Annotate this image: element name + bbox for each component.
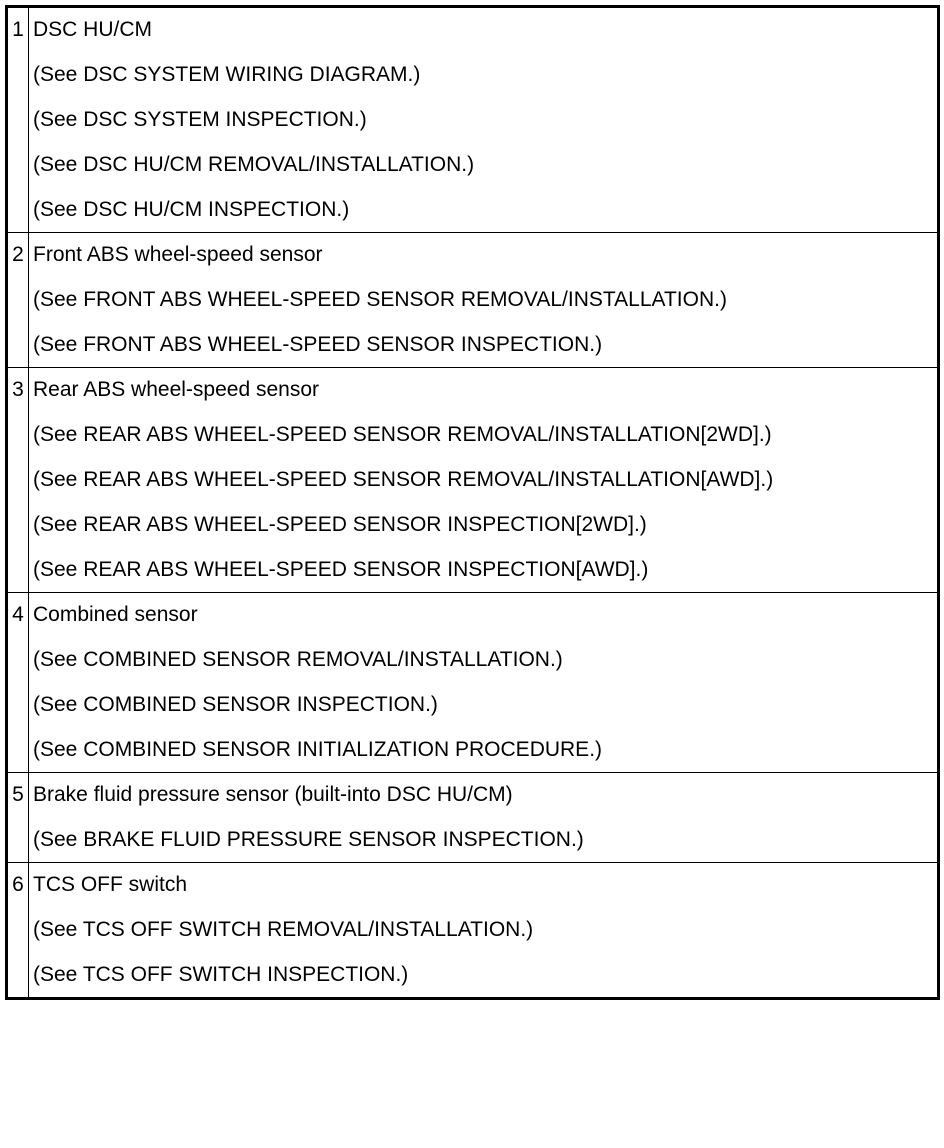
reference-link[interactable]: (See REAR ABS WHEEL-SPEED SENSOR INSPECTION[AWD].) xyxy=(33,558,649,581)
reference-link[interactable]: (See TCS OFF SWITCH INSPECTION.) xyxy=(33,963,409,986)
row-content xyxy=(29,593,939,773)
component-reference-table xyxy=(5,5,940,1000)
component-title: Brake fluid pressure sensor (built-into DSC HU/CM) xyxy=(33,783,513,806)
reference-link[interactable]: (See COMBINED SENSOR INSPECTION.) xyxy=(33,693,438,716)
component-title: DSC HU/CM xyxy=(33,18,152,41)
table-row xyxy=(7,593,939,773)
reference-link[interactable]: (See DSC SYSTEM INSPECTION.) xyxy=(33,108,367,131)
component-title: TCS OFF switch xyxy=(33,873,188,896)
row-number: 6 xyxy=(7,863,29,999)
reference-link[interactable]: (See COMBINED SENSOR REMOVAL/INSTALLATION.) xyxy=(33,648,563,671)
reference-link[interactable]: (See REAR ABS WHEEL-SPEED SENSOR INSPECTION[2WD].) xyxy=(33,513,647,536)
reference-link[interactable]: (See COMBINED SENSOR INITIALIZATION PROCEDURE.) xyxy=(33,738,603,761)
reference-link[interactable]: (See FRONT ABS WHEEL-SPEED SENSOR INSPECTION.) xyxy=(33,333,603,356)
component-title: Rear ABS wheel-speed sensor xyxy=(33,378,319,401)
row-number: 1 xyxy=(7,7,29,233)
component-title: Combined sensor xyxy=(33,603,198,626)
row-content xyxy=(29,233,939,368)
reference-link[interactable]: (See DSC HU/CM INSPECTION.) xyxy=(33,198,350,221)
row-content xyxy=(29,773,939,863)
table-row xyxy=(7,7,939,233)
row-content xyxy=(29,7,939,233)
table-row xyxy=(7,233,939,368)
reference-link[interactable]: (See FRONT ABS WHEEL-SPEED SENSOR REMOVAL/INSTALLATION.) xyxy=(33,288,727,311)
row-number: 3 xyxy=(7,368,29,593)
row-number: 5 xyxy=(7,773,29,863)
table-row xyxy=(7,368,939,593)
reference-link[interactable]: (See DSC SYSTEM WIRING DIAGRAM.) xyxy=(33,63,421,86)
reference-link[interactable]: (See BRAKE FLUID PRESSURE SENSOR INSPECTION.) xyxy=(33,828,584,851)
row-content xyxy=(29,368,939,593)
table-row xyxy=(7,773,939,863)
table-row xyxy=(7,863,939,999)
row-number: 2 xyxy=(7,233,29,368)
reference-link[interactable]: (See REAR ABS WHEEL-SPEED SENSOR REMOVAL/INSTALLATION[2WD].) xyxy=(33,423,772,446)
reference-link[interactable]: (See TCS OFF SWITCH REMOVAL/INSTALLATION.) xyxy=(33,918,534,941)
row-content xyxy=(29,863,939,999)
reference-link[interactable]: (See DSC HU/CM REMOVAL/INSTALLATION.) xyxy=(33,153,475,176)
reference-link[interactable]: (See REAR ABS WHEEL-SPEED SENSOR REMOVAL/INSTALLATION[AWD].) xyxy=(33,468,774,491)
row-number: 4 xyxy=(7,593,29,773)
component-title: Front ABS wheel-speed sensor xyxy=(33,243,323,266)
